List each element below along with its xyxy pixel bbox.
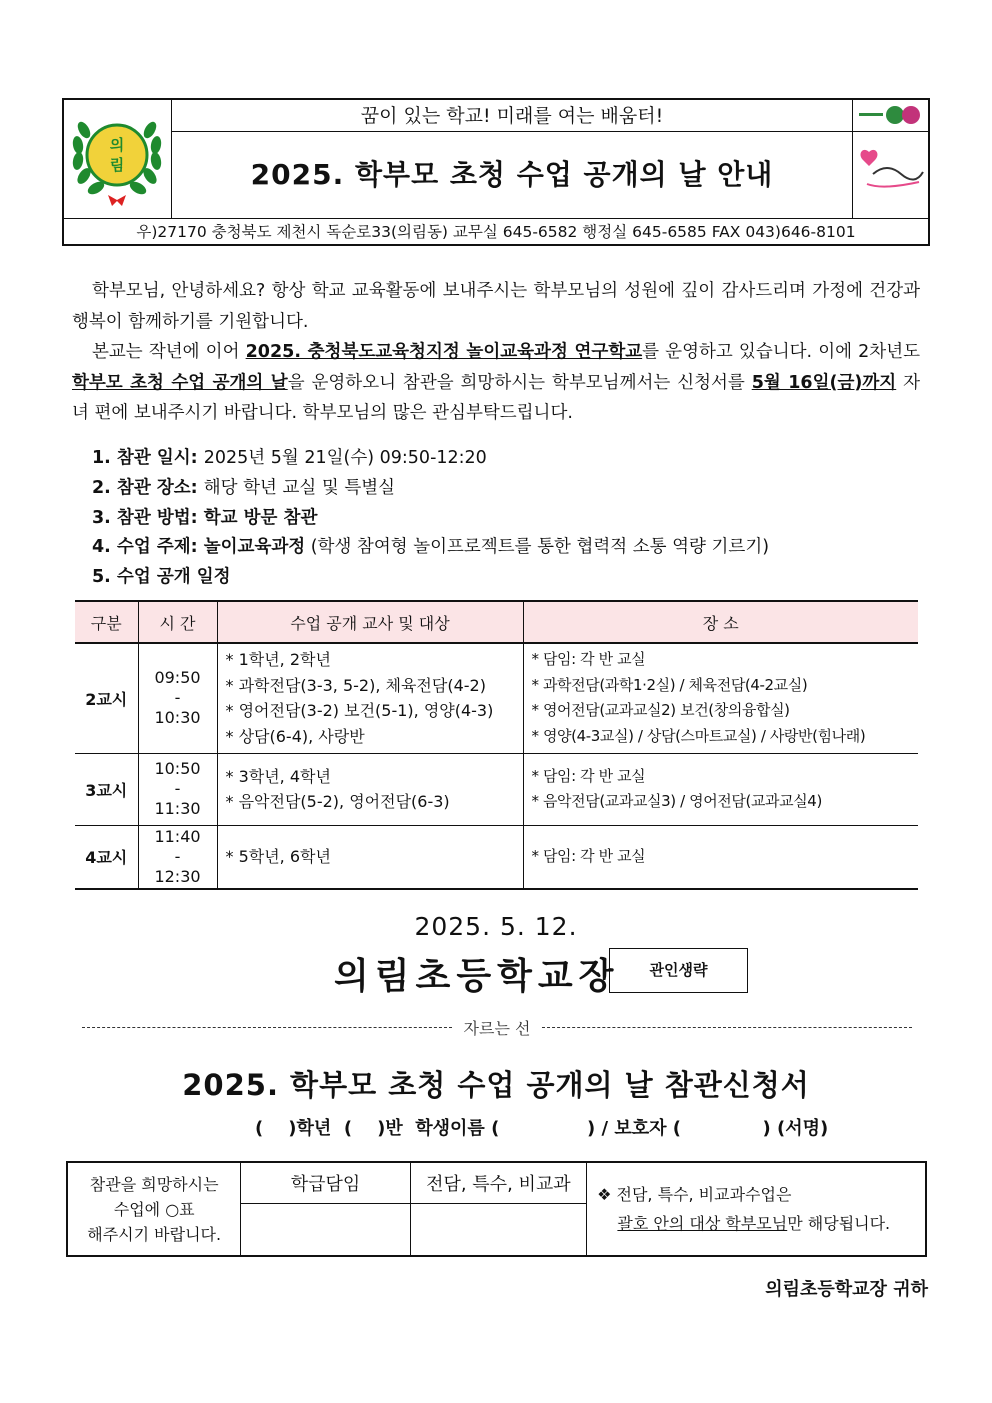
homeroom-checkbox-cell[interactable] [241, 1204, 410, 1257]
notice-paragraph [72, 337, 920, 429]
period-cell: 2교시 [75, 643, 138, 753]
table-row [75, 825, 918, 889]
issue-date: 2025. 5. 12. [414, 912, 578, 941]
detail-item-place: 2. 참관 장소: 해당 학년 교실 및 특별실 [92, 477, 396, 498]
table-row [75, 643, 918, 753]
table-row [75, 753, 918, 825]
place-cell: * 담임: 각 반 교실 * 음악전담(교과교실3) / 영어전담(교과교실4) [523, 753, 918, 825]
homeroom-header: 학급담임 [241, 1162, 410, 1204]
svg-text:의: 의 [109, 136, 125, 154]
time-cell: 10:50 - 11:30 [138, 753, 217, 825]
heart-logo-icon [853, 132, 927, 216]
greeting-text: 학부모님, 안녕하세요? 항상 학교 교육활동에 보내주시는 학부모님의 성원에 깊이 감사드리며 가정에 건강과 행복이 함께하기를 기원합니다. [72, 281, 920, 332]
targets-cell: * 5학년, 6학년 [217, 825, 523, 889]
period-cell: 3교시 [75, 753, 138, 825]
research-school-highlight: 2025. 충청북도교육청지정 놀이교육과정 연구학교 [245, 342, 643, 362]
chungbuk-education-logo-icon [853, 100, 927, 130]
detail-item-date: 1. 참관 일시: 2025년 5월 21일(수) 09:50-12:20 [92, 448, 487, 468]
dashed-line-left [82, 1027, 452, 1028]
principal-name: 의림초등학교장 [334, 956, 620, 997]
period-cell: 4교시 [75, 825, 138, 889]
notice-text: 본교는 작년에 이어 2025. 충청북도교육청지정 놀이교육과정 연구학교를 운영하고 있습니다. 이에 2차년도 학부모 초청 수업 공개의 날을 운영하오니 참관을 희망하시는 학부모님께서는 신청서를 5월 16일(금)까지 자녀 편에 보내주시기 바랍니다. 학부모님의 많은 관심부탁드립니다. [72, 342, 921, 423]
header-time: 시 간 [138, 601, 217, 643]
open-class-day-highlight: 학부모 초청 수업 공개의 날 [72, 372, 288, 393]
table-header-row [75, 601, 918, 643]
targets-cell: * 3학년, 4학년 * 음악전담(5-2), 영어전담(6-3) [217, 753, 523, 825]
school-address: 우)27170 충청북도 제천시 독순로33(의림동) 교무실 645-6582 행정실 645-6585 FAX 043)646-8101 [64, 218, 928, 244]
greeting-paragraph [72, 276, 920, 337]
header-period: 구분 [75, 601, 138, 643]
request-instruction: 참관을 희망하시는 수업에 ○표 해주시기 바랍니다. [67, 1162, 241, 1256]
detail-item-topic: 4. 수업 주제: 놀이교육과정 (학생 참여형 놀이프로젝트를 통한 협력적 소통 역량 기르기) [92, 537, 770, 558]
school-logo [64, 100, 172, 218]
letterhead [62, 98, 930, 246]
cut-line [82, 1016, 912, 1039]
deadline-highlight: 5월 16일(금)까지 [751, 372, 897, 393]
campaign-logo [852, 100, 928, 132]
cut-line-label: 자르는 선 [463, 1019, 531, 1038]
special-subject-header: 전담, 특수, 비교과 [410, 1162, 586, 1204]
header-place: 장 소 [523, 601, 918, 643]
addressee: 의림초등학교장 귀하 [765, 1279, 928, 1300]
time-cell: 09:50 - 10:30 [138, 643, 217, 753]
svg-text:림: 림 [109, 156, 125, 174]
school-motto: 꿈이 있는 학교! 미래를 여는 배움터! [172, 100, 852, 132]
dashed-line-right [542, 1027, 912, 1028]
student-info-line[interactable]: ( )학년 ( )반 학생이름 ( ) / 보호자 ( ) (서명) [255, 1118, 829, 1139]
form-note: ❖ 전담, 특수, 비교과수업은 괄호 안의 대상 학부모님만 해당됩니다. [587, 1162, 926, 1256]
happy-education-logo [852, 132, 928, 218]
header-targets: 수업 공개 교사 및 대상 [217, 601, 523, 643]
special-subject-checkbox-cell[interactable] [410, 1204, 586, 1257]
detail-item-method: 3. 참관 방법: 학교 방문 참관 [92, 507, 318, 528]
targets-cell: * 1학년, 2학년 * 과학전담(3-3, 5-2), 체육전담(4-2) * 영어전담(3-2) 보건(5-1), 영양(4-3) * 상담(6-4), 사랑반 [217, 643, 523, 753]
schedule-table [75, 600, 918, 890]
official-seal-omitted: 관인생략 [609, 948, 748, 993]
place-cell: * 담임: 각 반 교실 [523, 825, 918, 889]
application-form-table [66, 1161, 927, 1257]
event-details-list [92, 444, 769, 593]
place-cell: * 담임: 각 반 교실 * 과학전담(과학1·2실) / 체육전담(4-2교실) * 영어전담(교과교실2) 보건(창의융합실) * 영양(4-3교실) / 상담(스마트교실) / 사랑반(힘나래) [523, 643, 918, 753]
form-title: 2025. 학부모 초청 수업 공개의 날 참관신청서 [182, 1068, 810, 1102]
school-emblem-icon [64, 100, 170, 216]
page-title: 2025. 학부모 초청 수업 공개의 날 안내 [250, 158, 774, 191]
detail-item-schedule: 5. 수업 공개 일정 [92, 567, 231, 588]
time-cell: 11:40 - 12:30 [138, 825, 217, 889]
